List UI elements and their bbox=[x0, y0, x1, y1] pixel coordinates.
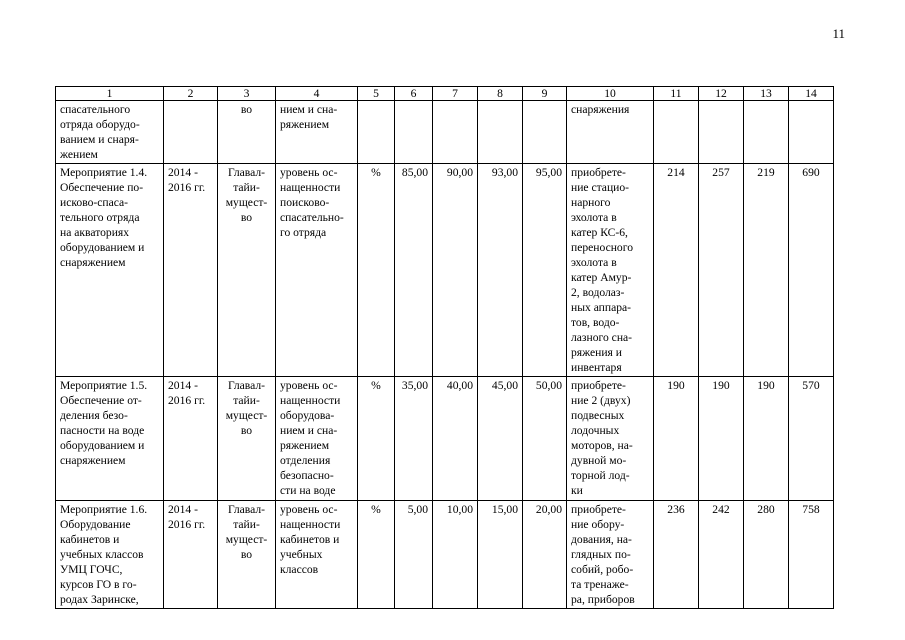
header-cell: 3 bbox=[218, 87, 276, 101]
header-cell: 2 bbox=[164, 87, 218, 101]
executor-cell: Главал- тайи- мущест- во bbox=[218, 164, 276, 377]
header-cell: 8 bbox=[478, 87, 523, 101]
executor-cell: Главал- тайи- мущест- во bbox=[218, 501, 276, 609]
result-cell: приобрете- ние стацио- нарного эхолота в катер КС-6, переносного эхолота в катер Амур- 2, водолаз- ных аппара- тов, водо- лазного сна- ряжения и инвентаря bbox=[567, 164, 654, 377]
period-cell: 2014 - 2016 гг. bbox=[164, 501, 218, 609]
header-cell: 1 bbox=[56, 87, 164, 101]
header-cell: 11 bbox=[654, 87, 699, 101]
value-cell: 90,00 bbox=[433, 164, 478, 377]
header-cell: 5 bbox=[358, 87, 395, 101]
result-cell: приобрете- ние обору- дования, на- глядных по- собий, робо- та тренаже- ра, приборов bbox=[567, 501, 654, 609]
program-table bbox=[55, 86, 834, 609]
amount-cell bbox=[654, 101, 699, 164]
header-cell: 7 bbox=[433, 87, 478, 101]
period-cell: 2014 - 2016 гг. bbox=[164, 377, 218, 501]
amount-cell: 280 bbox=[744, 501, 789, 609]
result-cell: приобрете- ние 2 (двух) подвесных лодочных моторов, на- дувной мо- торной лод- ки bbox=[567, 377, 654, 501]
executor-cell: Главал- тайи- мущест- во bbox=[218, 377, 276, 501]
activity-cell: Мероприятие 1.5. Обеспечение от- деления безо- пасности на воде оборудованием и снаряжением bbox=[56, 377, 164, 501]
header-cell: 13 bbox=[744, 87, 789, 101]
header-cell: 14 bbox=[789, 87, 834, 101]
unit-cell: % bbox=[358, 377, 395, 501]
indicator-cell: уровень ос- нащенности оборудова- нием и сна- ряжением отделения безопасно- сти на воде bbox=[276, 377, 358, 501]
value-cell: 5,00 bbox=[395, 501, 433, 609]
value-cell bbox=[433, 101, 478, 164]
executor-cell: во bbox=[218, 101, 276, 164]
header-cell: 4 bbox=[276, 87, 358, 101]
value-cell: 95,00 bbox=[523, 164, 567, 377]
activity-cell: Мероприятие 1.4. Обеспечение по- исково-спаса- тельного отряда на акваториях оборудованием и снаряжением bbox=[56, 164, 164, 377]
value-cell: 20,00 bbox=[523, 501, 567, 609]
amount-cell: 219 bbox=[744, 164, 789, 377]
header-row bbox=[56, 87, 834, 101]
indicator-cell: нием и сна- ряжением bbox=[276, 101, 358, 164]
page-number: 11 bbox=[832, 26, 845, 41]
header-cell: 10 bbox=[567, 87, 654, 101]
header-cell: 6 bbox=[395, 87, 433, 101]
period-cell bbox=[164, 101, 218, 164]
amount-cell: 214 bbox=[654, 164, 699, 377]
value-cell bbox=[478, 101, 523, 164]
header-cell: 12 bbox=[699, 87, 744, 101]
indicator-cell: уровень ос- нащенности кабинетов и учебных классов bbox=[276, 501, 358, 609]
unit-cell: % bbox=[358, 501, 395, 609]
value-cell: 93,00 bbox=[478, 164, 523, 377]
table-row bbox=[56, 164, 834, 377]
amount-cell: 190 bbox=[699, 377, 744, 501]
amount-cell: 758 bbox=[789, 501, 834, 609]
value-cell: 45,00 bbox=[478, 377, 523, 501]
value-cell: 35,00 bbox=[395, 377, 433, 501]
table-row bbox=[56, 501, 834, 609]
table-row bbox=[56, 101, 834, 164]
value-cell: 85,00 bbox=[395, 164, 433, 377]
amount-cell bbox=[789, 101, 834, 164]
value-cell: 15,00 bbox=[478, 501, 523, 609]
amount-cell: 190 bbox=[654, 377, 699, 501]
amount-cell: 190 bbox=[744, 377, 789, 501]
value-cell bbox=[523, 101, 567, 164]
value-cell: 10,00 bbox=[433, 501, 478, 609]
amount-cell: 236 bbox=[654, 501, 699, 609]
amount-cell: 690 bbox=[789, 164, 834, 377]
amount-cell bbox=[699, 101, 744, 164]
activity-cell: спасательного отряда оборудо- ванием и снаря- жением bbox=[56, 101, 164, 164]
amount-cell bbox=[744, 101, 789, 164]
value-cell bbox=[395, 101, 433, 164]
amount-cell: 257 bbox=[699, 164, 744, 377]
period-cell: 2014 - 2016 гг. bbox=[164, 164, 218, 377]
amount-cell: 570 bbox=[789, 377, 834, 501]
activity-cell: Мероприятие 1.6. Оборудование кабинетов и учебных классов УМЦ ГОЧС, курсов ГО в го- родах Заринске, bbox=[56, 501, 164, 609]
value-cell: 40,00 bbox=[433, 377, 478, 501]
header-cell: 9 bbox=[523, 87, 567, 101]
unit-cell bbox=[358, 101, 395, 164]
table-row bbox=[56, 377, 834, 501]
amount-cell: 242 bbox=[699, 501, 744, 609]
result-cell: снаряжения bbox=[567, 101, 654, 164]
indicator-cell: уровень ос- нащенности поисково- спасательно- го отряда bbox=[276, 164, 358, 377]
value-cell: 50,00 bbox=[523, 377, 567, 501]
unit-cell: % bbox=[358, 164, 395, 377]
